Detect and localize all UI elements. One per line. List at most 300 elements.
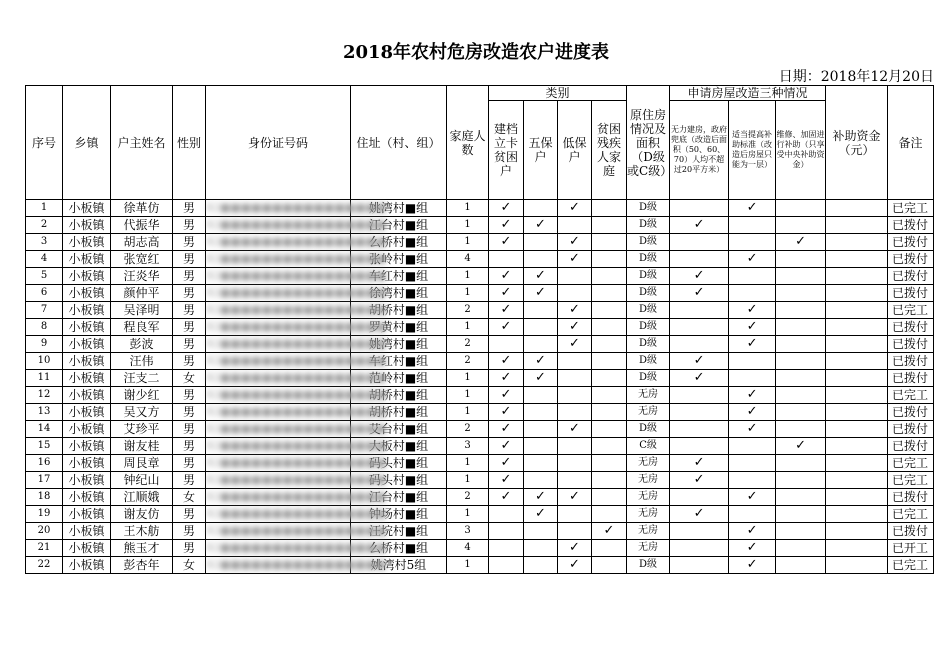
cell-owner: 汪支二 xyxy=(111,370,173,387)
cell-apply-c xyxy=(776,472,826,489)
cell-cat-disabled xyxy=(592,285,627,302)
cell-owner: 汪炎华 xyxy=(111,268,173,285)
cell-apply-b xyxy=(729,217,776,234)
header-cat-poor: 建档立卡贫困户 xyxy=(489,101,524,200)
cell-cat-five: ✓ xyxy=(524,285,558,302)
cell-apply-b: ✓ xyxy=(729,421,776,438)
cell-seq: 11 xyxy=(26,370,63,387)
cell-address: 车红村■组 xyxy=(351,268,447,285)
cell-apply-b xyxy=(729,353,776,370)
table-row xyxy=(26,472,934,489)
cell-family-size: 1 xyxy=(447,234,489,251)
cell-family-size: 1 xyxy=(447,200,489,217)
table-row xyxy=(26,421,934,438)
cell-cat-disabled xyxy=(592,336,627,353)
table-row xyxy=(26,336,934,353)
cell-cat-five xyxy=(524,200,558,217)
cell-apply-b: ✓ xyxy=(729,523,776,540)
cell-cat-five xyxy=(524,557,558,574)
cell-apply-a xyxy=(670,523,729,540)
cell-subsidy xyxy=(826,455,888,472)
cell-apply-c: ✓ xyxy=(776,438,826,455)
table-row xyxy=(26,285,934,302)
table-row xyxy=(26,455,934,472)
cell-family-size: 1 xyxy=(447,268,489,285)
cell-apply-b: ✓ xyxy=(729,200,776,217)
cell-subsidy xyxy=(826,421,888,438)
cell-subsidy xyxy=(826,319,888,336)
cell-cat-five: ✓ xyxy=(524,489,558,506)
cell-address: 姚湾村■组 xyxy=(351,200,447,217)
cell-family-size: 1 xyxy=(447,404,489,421)
cell-cat-five: ✓ xyxy=(524,217,558,234)
table-row xyxy=(26,438,934,455)
cell-family-size: 4 xyxy=(447,251,489,268)
cell-cat-disabled xyxy=(592,217,627,234)
cell-cat-five: ✓ xyxy=(524,353,558,370)
cell-apply-a xyxy=(670,251,729,268)
cell-owner: 程良军 xyxy=(111,319,173,336)
cell-town: 小板镇 xyxy=(63,455,111,472)
cell-cat-poor xyxy=(489,336,524,353)
cell-cat-five xyxy=(524,404,558,421)
cell-address: 大板村■组 xyxy=(351,438,447,455)
cell-seq: 6 xyxy=(26,285,63,302)
cell-family-size: 1 xyxy=(447,557,489,574)
cell-town: 小板镇 xyxy=(63,217,111,234)
cell-apply-c xyxy=(776,557,826,574)
cell-apply-c xyxy=(776,421,826,438)
cell-town: 小板镇 xyxy=(63,353,111,370)
document-title: 2018年农村危房改造农户进度表 xyxy=(342,42,610,63)
cell-cat-poor: ✓ xyxy=(489,234,524,251)
cell-seq: 1 xyxy=(26,200,63,217)
cell-original-house: 无房 xyxy=(627,387,670,404)
cell-cat-poor: ✓ xyxy=(489,370,524,387)
cell-cat-poor: ✓ xyxy=(489,387,524,404)
cell-cat-low xyxy=(558,455,592,472)
cell-cat-poor: ✓ xyxy=(489,438,524,455)
table-row xyxy=(26,489,934,506)
cell-seq: 19 xyxy=(26,506,63,523)
cell-note: 已拨付 xyxy=(888,336,934,353)
cell-id-number: 42■■■■■■■■■■■■■■■■ xyxy=(206,540,351,557)
cell-town: 小板镇 xyxy=(63,234,111,251)
cell-subsidy xyxy=(826,404,888,421)
cell-id-number: 42■■■■■■■■■■■■■■■■ xyxy=(206,319,351,336)
cell-owner: 胡志高 xyxy=(111,234,173,251)
cell-owner: 周艮章 xyxy=(111,455,173,472)
cell-cat-disabled xyxy=(592,489,627,506)
cell-note: 已拨付 xyxy=(888,251,934,268)
cell-seq: 7 xyxy=(26,302,63,319)
cell-address: 胡桥村■组 xyxy=(351,387,447,404)
cell-cat-disabled: ✓ xyxy=(592,523,627,540)
cell-apply-b: ✓ xyxy=(729,557,776,574)
cell-seq: 16 xyxy=(26,455,63,472)
cell-town: 小板镇 xyxy=(63,557,111,574)
table-row xyxy=(26,387,934,404)
cell-town: 小板镇 xyxy=(63,251,111,268)
cell-family-size: 1 xyxy=(447,217,489,234)
cell-seq: 22 xyxy=(26,557,63,574)
cell-cat-poor: ✓ xyxy=(489,302,524,319)
cell-apply-b: ✓ xyxy=(729,336,776,353)
cell-cat-low xyxy=(558,370,592,387)
cell-cat-poor: ✓ xyxy=(489,455,524,472)
cell-cat-poor xyxy=(489,523,524,540)
cell-apply-b xyxy=(729,472,776,489)
cell-seq: 18 xyxy=(26,489,63,506)
table-row xyxy=(26,404,934,421)
header-seq: 序号 xyxy=(26,86,63,200)
cell-id-number: 42■■■■■■■■■■■■■■■■ xyxy=(206,557,351,574)
cell-family-size: 1 xyxy=(447,506,489,523)
cell-apply-b xyxy=(729,455,776,472)
cell-address: 艾台村■组 xyxy=(351,421,447,438)
cell-seq: 21 xyxy=(26,540,63,557)
cell-cat-low: ✓ xyxy=(558,557,592,574)
cell-subsidy xyxy=(826,336,888,353)
cell-address: 江台村■组 xyxy=(351,217,447,234)
cell-id-number: 42■■■■■■■■■■■■■■■■ xyxy=(206,234,351,251)
cell-seq: 14 xyxy=(26,421,63,438)
cell-apply-a xyxy=(670,387,729,404)
cell-address: 码头村■组 xyxy=(351,455,447,472)
cell-subsidy xyxy=(826,370,888,387)
cell-town: 小板镇 xyxy=(63,472,111,489)
cell-owner: 吴又方 xyxy=(111,404,173,421)
cell-cat-disabled xyxy=(592,455,627,472)
table-row xyxy=(26,200,934,217)
cell-apply-a xyxy=(670,489,729,506)
table-row xyxy=(26,251,934,268)
cell-apply-c xyxy=(776,336,826,353)
cell-cat-disabled xyxy=(592,268,627,285)
cell-seq: 17 xyxy=(26,472,63,489)
cell-original-house: D级 xyxy=(627,421,670,438)
cell-gender: 男 xyxy=(173,387,206,404)
cell-original-house: 无房 xyxy=(627,506,670,523)
cell-note: 已拨付 xyxy=(888,268,934,285)
cell-note: 已拨付 xyxy=(888,217,934,234)
cell-original-house: 无房 xyxy=(627,489,670,506)
cell-apply-a xyxy=(670,557,729,574)
cell-apply-c xyxy=(776,353,826,370)
cell-id-number: 42■■■■■■■■■■■■■■■■ xyxy=(206,285,351,302)
cell-subsidy xyxy=(826,285,888,302)
header-address: 住址（村、组） xyxy=(351,86,447,200)
cell-cat-poor: ✓ xyxy=(489,200,524,217)
cell-apply-c xyxy=(776,285,826,302)
cell-id-number: 42■■■■■■■■■■■■■■■■ xyxy=(206,200,351,217)
cell-town: 小板镇 xyxy=(63,387,111,404)
cell-apply-b: ✓ xyxy=(729,404,776,421)
cell-cat-disabled xyxy=(592,319,627,336)
cell-seq: 2 xyxy=(26,217,63,234)
cell-apply-b: ✓ xyxy=(729,489,776,506)
cell-family-size: 2 xyxy=(447,302,489,319)
table-row xyxy=(26,523,934,540)
cell-family-size: 3 xyxy=(447,438,489,455)
cell-family-size: 1 xyxy=(447,455,489,472)
cell-owner: 江顺娥 xyxy=(111,489,173,506)
cell-cat-low xyxy=(558,404,592,421)
cell-apply-c xyxy=(776,370,826,387)
cell-id-number: 42■■■■■■■■■■■■■■■■ xyxy=(206,506,351,523)
cell-address: 江台村■组 xyxy=(351,489,447,506)
cell-cat-disabled xyxy=(592,438,627,455)
cell-cat-five xyxy=(524,387,558,404)
cell-original-house: C级 xyxy=(627,438,670,455)
cell-apply-a xyxy=(670,302,729,319)
cell-town: 小板镇 xyxy=(63,421,111,438)
cell-cat-disabled xyxy=(592,251,627,268)
progress-table xyxy=(25,85,934,574)
cell-town: 小板镇 xyxy=(63,438,111,455)
cell-subsidy xyxy=(826,438,888,455)
cell-note: 已拨付 xyxy=(888,489,934,506)
cell-town: 小板镇 xyxy=(63,200,111,217)
cell-family-size: 1 xyxy=(447,319,489,336)
cell-apply-a xyxy=(670,540,729,557)
cell-original-house: 无房 xyxy=(627,523,670,540)
cell-apply-a: ✓ xyxy=(670,455,729,472)
cell-cat-poor: ✓ xyxy=(489,489,524,506)
cell-seq: 8 xyxy=(26,319,63,336)
cell-cat-low xyxy=(558,438,592,455)
cell-id-number: 42■■■■■■■■■■■■■■■■ xyxy=(206,302,351,319)
cell-id-number: 42■■■■■■■■■■■■■■■■ xyxy=(206,353,351,370)
cell-town: 小板镇 xyxy=(63,268,111,285)
cell-cat-low: ✓ xyxy=(558,336,592,353)
cell-apply-a xyxy=(670,438,729,455)
cell-family-size: 2 xyxy=(447,489,489,506)
cell-cat-disabled xyxy=(592,370,627,387)
cell-address: 姚湾村5组 xyxy=(351,557,447,574)
cell-cat-poor xyxy=(489,506,524,523)
cell-cat-poor xyxy=(489,251,524,268)
cell-family-size: 1 xyxy=(447,387,489,404)
header-category-group: 类别 xyxy=(489,86,627,101)
cell-subsidy xyxy=(826,523,888,540)
cell-seq: 9 xyxy=(26,336,63,353)
cell-id-number: 42■■■■■■■■■■■■■■■■ xyxy=(206,455,351,472)
cell-address: 罗黄村■组 xyxy=(351,319,447,336)
cell-id-number: 42■■■■■■■■■■■■■■■■ xyxy=(206,404,351,421)
cell-seq: 13 xyxy=(26,404,63,421)
cell-apply-a: ✓ xyxy=(670,370,729,387)
cell-note: 已拨付 xyxy=(888,234,934,251)
cell-cat-five xyxy=(524,455,558,472)
cell-cat-poor: ✓ xyxy=(489,472,524,489)
cell-apply-b xyxy=(729,268,776,285)
cell-cat-five xyxy=(524,421,558,438)
cell-note: 已完工 xyxy=(888,200,934,217)
cell-id-number: 42■■■■■■■■■■■■■■■■ xyxy=(206,438,351,455)
cell-address: 姚湾村■组 xyxy=(351,336,447,353)
cell-cat-low: ✓ xyxy=(558,200,592,217)
cell-cat-five xyxy=(524,438,558,455)
header-cat-low: 低保户 xyxy=(558,101,592,200)
cell-town: 小板镇 xyxy=(63,302,111,319)
cell-note: 已完工 xyxy=(888,506,934,523)
cell-owner: 艾珍平 xyxy=(111,421,173,438)
cell-apply-c: ✓ xyxy=(776,234,826,251)
cell-cat-low xyxy=(558,268,592,285)
cell-subsidy xyxy=(826,251,888,268)
cell-apply-a xyxy=(670,421,729,438)
cell-subsidy xyxy=(826,353,888,370)
cell-address: 么桥村■组 xyxy=(351,234,447,251)
cell-id-number: 42■■■■■■■■■■■■■■■■ xyxy=(206,370,351,387)
cell-apply-c xyxy=(776,455,826,472)
cell-apply-c xyxy=(776,200,826,217)
cell-seq: 4 xyxy=(26,251,63,268)
cell-address: 范岭村■组 xyxy=(351,370,447,387)
cell-original-house: D级 xyxy=(627,217,670,234)
cell-subsidy xyxy=(826,540,888,557)
cell-address: 胡桥村■组 xyxy=(351,404,447,421)
cell-cat-five xyxy=(524,302,558,319)
header-cat-five: 五保户 xyxy=(524,101,558,200)
table-row xyxy=(26,234,934,251)
header-town: 乡镇 xyxy=(63,86,111,200)
cell-original-house: D级 xyxy=(627,302,670,319)
cell-apply-c xyxy=(776,506,826,523)
cell-gender: 男 xyxy=(173,540,206,557)
cell-family-size: 1 xyxy=(447,472,489,489)
cell-town: 小板镇 xyxy=(63,404,111,421)
cell-cat-five xyxy=(524,251,558,268)
cell-original-house: D级 xyxy=(627,353,670,370)
cell-gender: 男 xyxy=(173,268,206,285)
cell-cat-five xyxy=(524,319,558,336)
cell-cat-low xyxy=(558,472,592,489)
cell-note: 已拨付 xyxy=(888,421,934,438)
cell-original-house: D级 xyxy=(627,319,670,336)
cell-cat-low: ✓ xyxy=(558,489,592,506)
cell-family-size: 4 xyxy=(447,540,489,557)
cell-cat-poor: ✓ xyxy=(489,353,524,370)
cell-owner: 谢友仿 xyxy=(111,506,173,523)
report-date: 日期：2018年12月20日 xyxy=(778,69,934,85)
cell-seq: 20 xyxy=(26,523,63,540)
header-family-size: 家庭人数 xyxy=(447,86,489,200)
cell-note: 已拨付 xyxy=(888,404,934,421)
cell-id-number: 42■■■■■■■■■■■■■■■■ xyxy=(206,387,351,404)
cell-gender: 男 xyxy=(173,336,206,353)
cell-apply-c xyxy=(776,404,826,421)
cell-note: 已拨付 xyxy=(888,285,934,302)
cell-original-house: D级 xyxy=(627,370,670,387)
cell-cat-disabled xyxy=(592,540,627,557)
cell-id-number: 42■■■■■■■■■■■■■■■■ xyxy=(206,251,351,268)
cell-apply-c xyxy=(776,217,826,234)
cell-id-number: 42■■■■■■■■■■■■■■■■ xyxy=(206,472,351,489)
cell-owner: 谢友桂 xyxy=(111,438,173,455)
cell-owner: 汪伟 xyxy=(111,353,173,370)
cell-apply-b xyxy=(729,234,776,251)
cell-original-house: D级 xyxy=(627,268,670,285)
cell-owner: 钟纪山 xyxy=(111,472,173,489)
header-original-house: 原住房情况及面积（D级或C级） xyxy=(627,86,670,200)
cell-address: 么桥村■组 xyxy=(351,540,447,557)
cell-note: 已拨付 xyxy=(888,319,934,336)
cell-owner: 熊玉才 xyxy=(111,540,173,557)
cell-cat-disabled xyxy=(592,387,627,404)
cell-apply-b xyxy=(729,370,776,387)
cell-cat-disabled xyxy=(592,200,627,217)
cell-subsidy xyxy=(826,302,888,319)
cell-cat-low xyxy=(558,285,592,302)
cell-owner: 徐革仿 xyxy=(111,200,173,217)
cell-apply-b xyxy=(729,506,776,523)
cell-gender: 男 xyxy=(173,285,206,302)
cell-subsidy xyxy=(826,506,888,523)
cell-apply-b: ✓ xyxy=(729,319,776,336)
cell-apply-c xyxy=(776,319,826,336)
cell-gender: 男 xyxy=(173,404,206,421)
cell-address: 张岭村■组 xyxy=(351,251,447,268)
cell-id-number: 42■■■■■■■■■■■■■■■■ xyxy=(206,523,351,540)
cell-cat-low xyxy=(558,217,592,234)
cell-apply-a: ✓ xyxy=(670,268,729,285)
cell-owner: 彭杏年 xyxy=(111,557,173,574)
cell-cat-five: ✓ xyxy=(524,268,558,285)
cell-subsidy xyxy=(826,268,888,285)
cell-town: 小板镇 xyxy=(63,370,111,387)
cell-note: 已完工 xyxy=(888,472,934,489)
cell-note: 已拨付 xyxy=(888,353,934,370)
cell-cat-poor: ✓ xyxy=(489,217,524,234)
cell-id-number: 42■■■■■■■■■■■■■■■■ xyxy=(206,489,351,506)
cell-cat-low: ✓ xyxy=(558,540,592,557)
cell-original-house: D级 xyxy=(627,336,670,353)
cell-gender: 男 xyxy=(173,319,206,336)
cell-apply-a xyxy=(670,336,729,353)
header-owner: 户主姓名 xyxy=(111,86,173,200)
cell-cat-five xyxy=(524,336,558,353)
cell-cat-poor: ✓ xyxy=(489,268,524,285)
cell-id-number: 42■■■■■■■■■■■■■■■■ xyxy=(206,217,351,234)
cell-apply-b: ✓ xyxy=(729,540,776,557)
cell-apply-a xyxy=(670,404,729,421)
cell-address: 胡桥村■组 xyxy=(351,302,447,319)
cell-address: 钟场村■组 xyxy=(351,506,447,523)
cell-subsidy xyxy=(826,234,888,251)
cell-note: 已完工 xyxy=(888,387,934,404)
cell-cat-disabled xyxy=(592,472,627,489)
cell-seq: 3 xyxy=(26,234,63,251)
cell-owner: 王木舫 xyxy=(111,523,173,540)
cell-subsidy xyxy=(826,489,888,506)
cell-apply-c xyxy=(776,387,826,404)
cell-gender: 男 xyxy=(173,455,206,472)
cell-original-house: D级 xyxy=(627,251,670,268)
cell-gender: 女 xyxy=(173,557,206,574)
cell-owner: 代振华 xyxy=(111,217,173,234)
cell-cat-low: ✓ xyxy=(558,319,592,336)
cell-family-size: 2 xyxy=(447,421,489,438)
cell-cat-five xyxy=(524,234,558,251)
cell-cat-low xyxy=(558,523,592,540)
cell-apply-a: ✓ xyxy=(670,506,729,523)
cell-note: 已完工 xyxy=(888,302,934,319)
cell-cat-five xyxy=(524,472,558,489)
cell-address: 徐湾村■组 xyxy=(351,285,447,302)
cell-note: 已开工 xyxy=(888,540,934,557)
